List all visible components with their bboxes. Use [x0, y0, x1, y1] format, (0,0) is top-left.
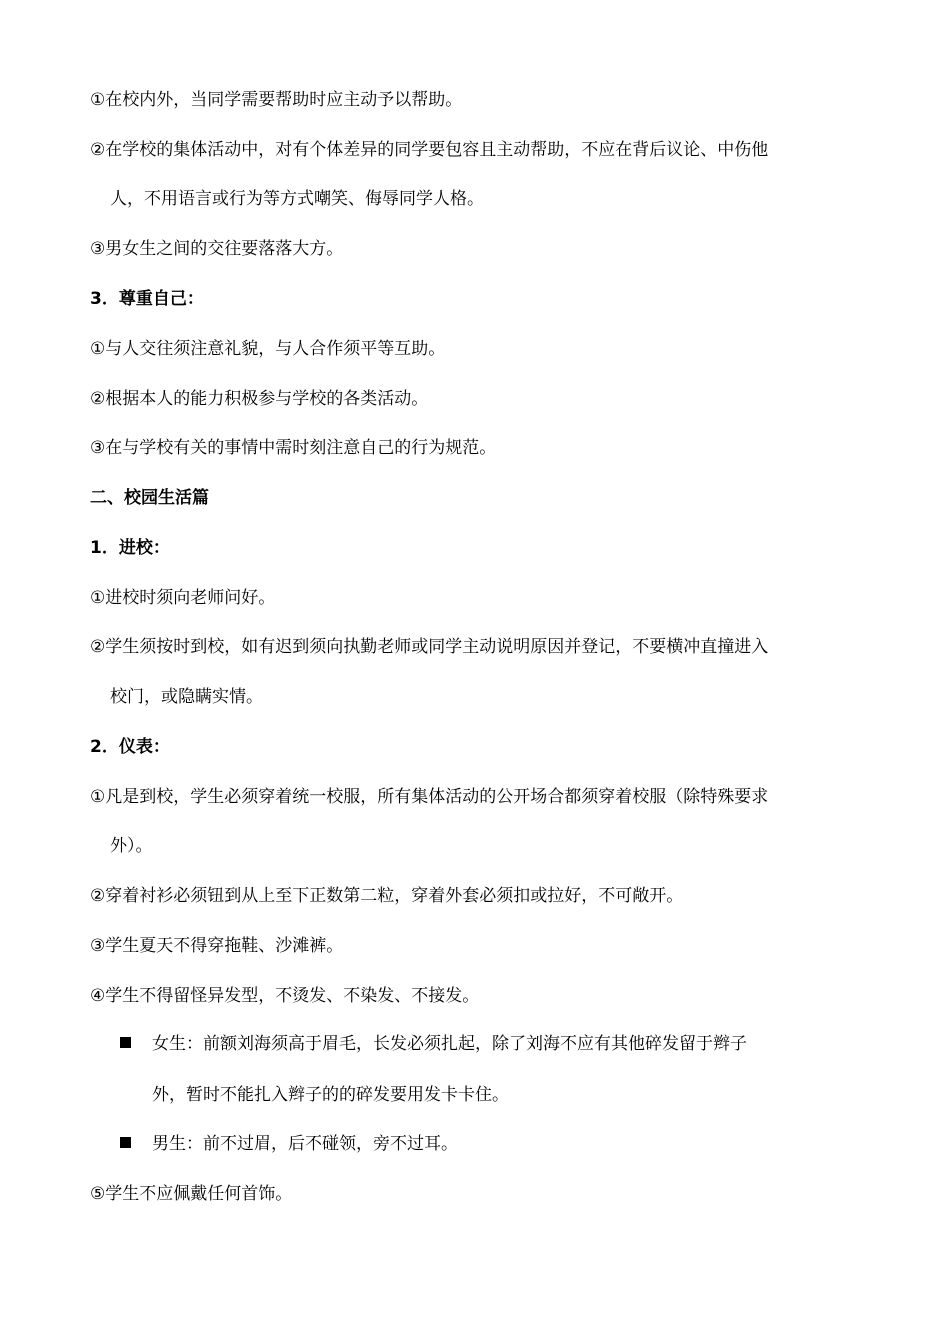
paragraph: ①凡是到校，学生必须穿着统一校服，所有集体活动的公开场合都须穿着校服（除特殊要求	[90, 787, 769, 807]
square-bullet-icon	[120, 1037, 131, 1048]
paragraph-continuation: 人，不用语言或行为等方式嘲笑、侮辱同学人格。	[110, 189, 484, 209]
paragraph: ②在学校的集体活动中，对有个体差异的同学要包容且主动帮助，不应在背后议论、中伤他	[90, 140, 769, 160]
section-heading: 1．进校：	[90, 538, 170, 558]
paragraph: ③学生夏天不得穿拖鞋、沙滩裤。	[90, 936, 344, 956]
bullet-continuation: 外，暂时不能扎入辫子的的碎发要用发卡卡住。	[152, 1085, 509, 1105]
paragraph: ②根据本人的能力积极参与学校的各类活动。	[90, 389, 429, 409]
paragraph-continuation: 校门，或隐瞒实情。	[110, 687, 263, 707]
bullet-item	[120, 1033, 860, 1055]
bullet-item	[120, 1133, 860, 1155]
paragraph: ⑤学生不应佩戴任何首饰。	[90, 1184, 293, 1204]
paragraph-continuation: 外）。	[110, 836, 153, 856]
paragraph: ①与人交往须注意礼貌，与人合作须平等互助。	[90, 339, 446, 359]
paragraph: ②穿着衬衫必须钮到从上至下正数第二粒，穿着外套必须扣或拉好，不可敞开。	[90, 886, 684, 906]
chapter-heading: 二、校园生活篇	[90, 488, 209, 508]
section-heading: 3．尊重自己：	[90, 289, 204, 309]
paragraph: ①在校内外，当同学需要帮助时应主动予以帮助。	[90, 90, 463, 110]
section-heading: 2．仪表：	[90, 737, 170, 757]
paragraph: ③在与学校有关的事情中需时刻注意自己的行为规范。	[90, 438, 497, 458]
paragraph: ③男女生之间的交往要落落大方。	[90, 239, 344, 259]
paragraph: ④学生不得留怪异发型，不烫发、不染发、不接发。	[90, 986, 480, 1006]
bullet-text: 女生：前额刘海须高于眉毛，长发必须扎起，除了刘海不应有其他碎发留于辫子	[152, 1034, 747, 1054]
paragraph: ①进校时须向老师问好。	[90, 588, 276, 608]
bullet-text: 男生：前不过眉，后不碰领，旁不过耳。	[152, 1134, 458, 1154]
square-bullet-icon	[120, 1137, 131, 1148]
paragraph: ②学生须按时到校，如有迟到须向执勤老师或同学主动说明原因并登记，不要横冲直撞进入	[90, 637, 769, 657]
